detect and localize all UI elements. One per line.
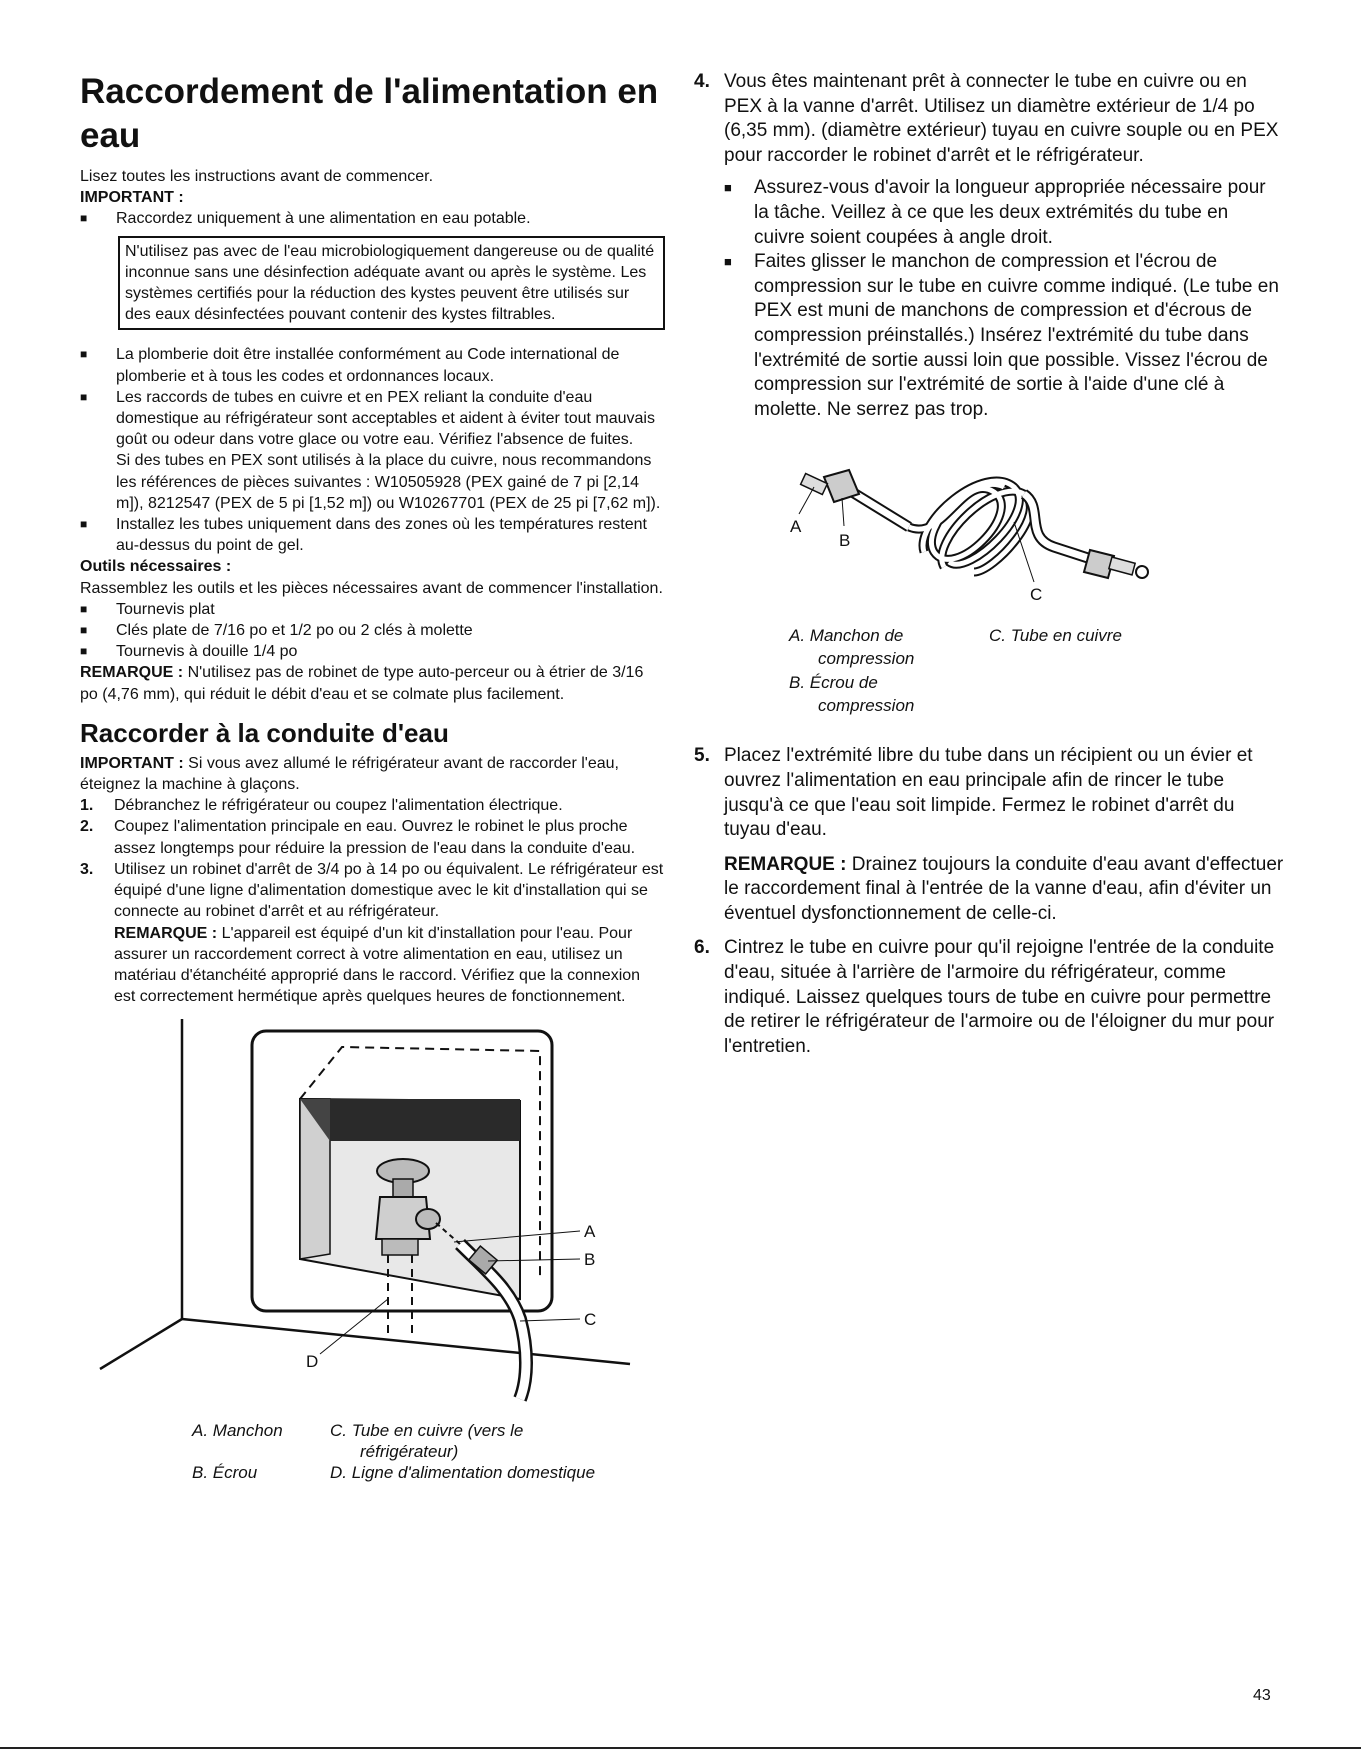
label-d: D	[306, 1352, 319, 1372]
intro-text: Lisez toutes les instructions avant de commencer.	[80, 168, 434, 185]
tool-item: ■ Tournevis plat	[80, 599, 665, 620]
label-a: A	[584, 1222, 596, 1242]
important-2: IMPORTANT : Si vous avez allumé le réfrigérateur avant de raccorder l'eau, éteignez la machine à glaçons.	[80, 754, 619, 794]
page-number: 43	[1253, 1687, 1271, 1704]
label-c: C	[584, 1310, 597, 1330]
copper-tube-figure	[694, 432, 1284, 622]
figure-1-caption: A. Manchon C. Tube en cuivre (vers le réfrigérateur) B. Écrou D. Ligne d'alimentation domestique	[192, 1421, 596, 1483]
footer-rule	[0, 1747, 1361, 1749]
step-4-bullet: ■ Assurez-vous d'avoir la longueur appropriée nécessaire pour la tâche. Veillez à ce que les deux extrémités du tube en cuivre soient coupées à angle droit.	[724, 176, 1284, 250]
bullet-frost: ■ Installez les tubes uniquement dans des zones où les températures restent au-dessus du point de gel.	[80, 514, 665, 556]
section-title: Raccorder à la conduite d'eau	[80, 717, 449, 748]
pex-note: Si des tubes en PEX sont utilisés à la place du cuivre, nous recommandons les références de pièces suivantes : W10505928 (PEX gainé de 7 pi [2,14 m]), 8212547 (PEX de 5 pi [1,52 m]) ou W10267701 (PEX de 25 pi [7,62 m]).	[116, 452, 661, 512]
tool-item: ■ Clés plate de 7/16 po et 1/2 po ou 2 clés à molette	[80, 620, 665, 641]
warning-box: N'utilisez pas avec de l'eau microbiologiquement dangereuse ou de qualité inconnue sans une désinfection adéquate avant ou après le système. Les systèmes certifiés pour la réduction des kystes peuvent être utilisés sur des eaux désinfectées pouvant contenir des kystes filtrables.	[118, 236, 665, 331]
right-column	[694, 70, 1284, 1059]
bullet-potable: ■ Raccordez uniquement à une alimentation en eau potable.	[80, 208, 665, 229]
figure-2-caption: A. Manchon de compression B. Écrou de compression C. Tube en cuivre	[789, 626, 1122, 716]
step-2: 2. Coupez l'alimentation principale en eau. Ouvrez le robinet le plus proche assez longtemps pour réduire la pression de l'eau dans la conduite d'eau.	[80, 818, 636, 857]
page-title: Raccordement de l'alimentation en eau	[80, 72, 659, 155]
tool-item: ■ Tournevis à douille 1/4 po	[80, 641, 665, 662]
step-6: 6. Cintrez le tube en cuivre pour qu'il rejoigne l'entrée de la conduite d'eau, située à l'arrière de l'armoire du réfrigérateur, comme indiqué. Laissez quelques tours de tube en cuivre pour permettre de retirer le réfrigérateur de l'armoire ou de l'éloigner du mur pour l'entretien.	[694, 937, 1275, 1057]
step-4-bullet: ■ Faites glisser le manchon de compression et l'écrou de compression sur le tube en cuivre comme indiqué. (Le tube en PEX est muni de manchons de compression et d'écrous de compression préinstallés.) Insérez l'extrémité du tube dans l'extrémité de sortie aussi loin que possible. Vissez l'écrou de compression sur l'extrémité de sortie à l'aide d'une clé à molette. Ne serrez pas trop.	[724, 250, 1284, 422]
step-5-remark: REMARQUE : Drainez toujours la conduite d'eau avant d'effectuer le raccordement final à l'entrée de la vanne d'eau, afin d'éviter un éventuel dysfonctionnement de celle-ci.	[724, 853, 1284, 924]
bullet-plumbing-code: ■ La plomberie doit être installée conformément au Code international de plomberie et à tous les codes et ordonnances locaux.	[80, 344, 665, 386]
tools-label: Outils nécessaires :	[80, 558, 232, 576]
label-b: B	[839, 531, 851, 551]
tools-intro: Rassemblez les outils et les pièces nécessaires avant de commencer l'installation.	[80, 579, 663, 597]
step-1: 1. Débranchez le réfrigérateur ou coupez l'alimentation électrique.	[80, 797, 563, 815]
remarque-tools: REMARQUE : N'utilisez pas de robinet de type auto-perceur ou à étrier de 3/16 po (4,76 mm), qui réduit le débit d'eau et se colmate plus facilement.	[80, 664, 644, 703]
label-c: C	[1030, 585, 1043, 605]
label-a: A	[790, 517, 802, 537]
step-3: 3. Utilisez un robinet d'arrêt de 3/4 po à 14 po ou équivalent. Le réfrigérateur est équipé d'une ligne d'alimentation domestique avec le kit d'installation qui se connecte au robinet d'arrêt et au réfrigérateur.	[80, 860, 664, 921]
wall-valve-figure	[80, 1019, 665, 1419]
step-3-remark: REMARQUE : L'appareil est équipé d'un kit d'installation pour l'eau. Pour assurer un raccordement correct à votre alimentation en eau, utilisez un matériau d'étanchéité approprié dans le raccord. Vérifiez que la connexion est correctement hermétique après quelques heures de fonctionnement.	[114, 924, 641, 1006]
left-column	[80, 70, 665, 1483]
bullet-copper-pex: ■ Les raccords de tubes en cuivre et en PEX reliant la conduite d'eau domestique au réfrigérateur sont acceptables et aident à éviter tout mauvais goût ou odeur dans votre glace ou votre eau. Vérifiez l'absence de fuites.	[80, 387, 665, 451]
important-label: IMPORTANT :	[80, 189, 184, 207]
step-4: 4. Vous êtes maintenant prêt à connecter le tube en cuivre ou en PEX à la vanne d'arrêt. Utilisez un diamètre extérieur de 1/4 po (6,35 mm). (diamètre extérieur) tuyau en cuivre souple ou en PEX pour raccorder le robinet d'arrêt et le réfrigérateur.	[694, 71, 1279, 166]
step-5: 5. Placez l'extrémité libre du tube dans un récipient ou un évier et ouvrez l'alimentation en eau principale afin de rincer le tube jusqu'à ce que l'eau soit limpide. Fermez le robinet d'arrêt du tuyau d'eau.	[694, 745, 1253, 841]
label-b: B	[584, 1250, 596, 1270]
